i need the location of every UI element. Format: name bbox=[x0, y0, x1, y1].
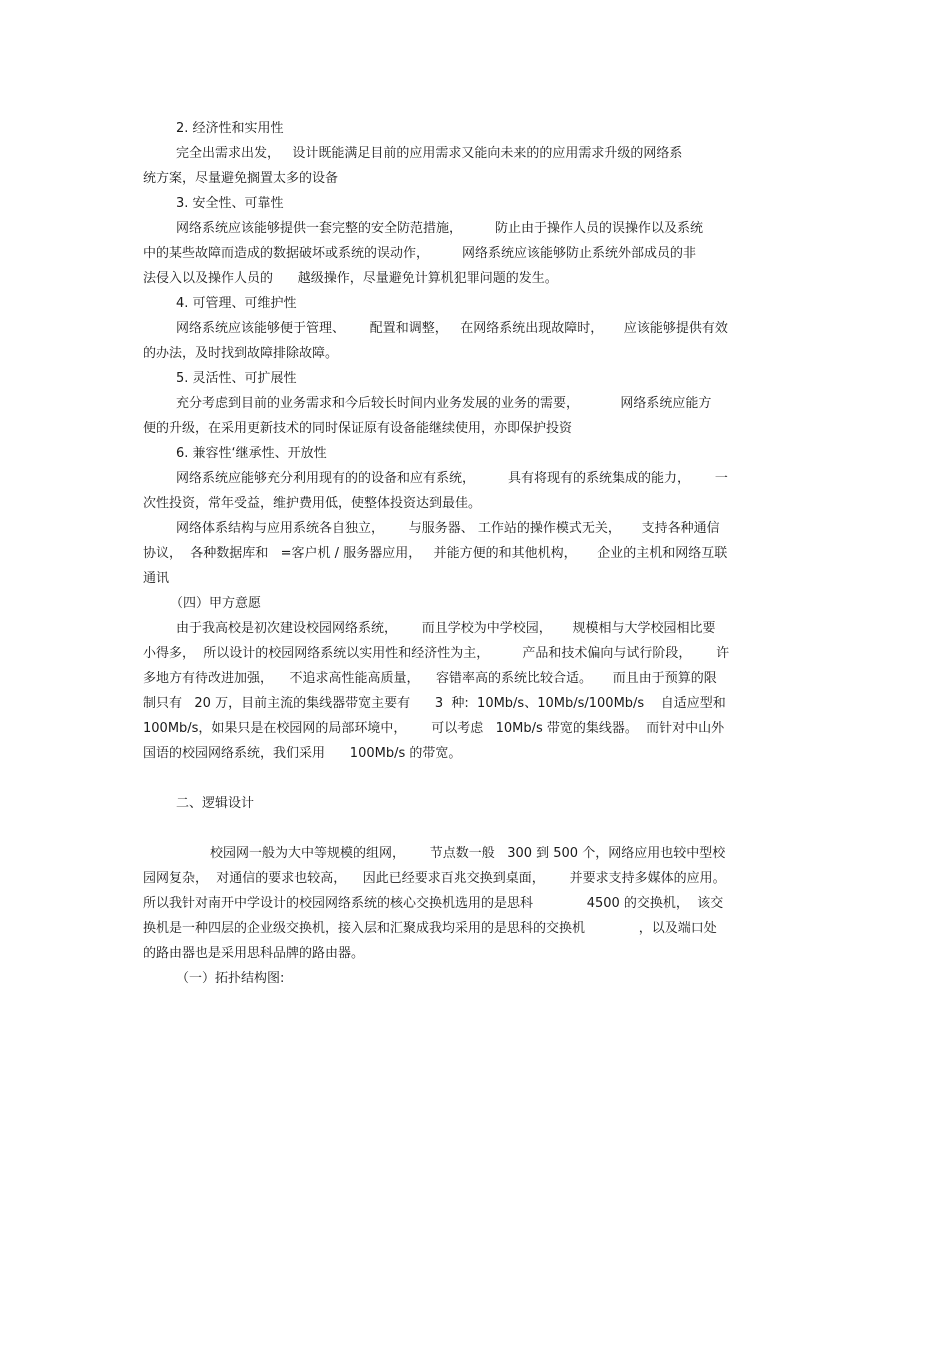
paragraph-line: 网络系统应该能够便于管理、 配置和调整， 在网络系统出现故障时， 应该能够提供有效 bbox=[176, 321, 728, 336]
paragraph-line: 小得多， 所以设计的校园网络系统以实用性和经济性为主， 产品和技术偏向与试行阶段， 许 bbox=[143, 646, 730, 661]
paragraph-line: 100Mb/s，如果只是在校园网的局部环境中， 可以考虑 10Mb/s 带宽的集线器。 而针对中山外 bbox=[143, 721, 725, 736]
paragraph-line: 次性投资，常年受益，维护费用低，使整体投资达到最佳。 bbox=[143, 496, 482, 511]
paragraph-line: 网络系统应该能够提供一套完整的安全防范措施， 防止由于操作人员的误操作以及系统 bbox=[176, 221, 704, 236]
paragraph-line: 充分考虑到目前的业务需求和今后较长时间内业务发展的业务的需要， 网络系统应能方 bbox=[176, 396, 712, 411]
paragraph-line: 园网复杂， 对通信的要求也较高， 因此已经要求百兆交换到桌面， 并要求支持多媒体的应用。 bbox=[143, 871, 726, 886]
paragraph-line: 的路由器也是采用思科品牌的路由器。 bbox=[143, 946, 365, 961]
paragraph-line: 中的某些故障而造成的数据破坏或系统的误动作， 网络系统应该能够防止系统外部成员的非 bbox=[143, 246, 697, 261]
paragraph-line: 网络体系结构与应用系统各自独立， 与服务器、 工作站的操作模式无关， 支持各种通信 bbox=[176, 521, 720, 536]
heading-topology: （一）拓扑结构图: bbox=[176, 971, 285, 986]
paragraph-line: 协议， 各种数据库和 =客户机 / 服务器应用， 并能方便的和其他机构， 企业的主机和网络互联 bbox=[143, 546, 728, 561]
heading-flexibility: 5. 灵活性、可扩展性 bbox=[176, 371, 297, 386]
paragraph-line: 所以我针对南开中学设计的校园网络系统的核心交换机选用的是思科 4500 的交换机， 该交 bbox=[143, 896, 724, 911]
paragraph-line: 便的升级，在采用更新技术的同时保证原有设备能继续使用，亦即保护投资 bbox=[143, 421, 573, 436]
paragraph-line: 由于我高校是初次建设校园网络系统， 而且学校为中学校园， 规模相与大学校园相比要 bbox=[176, 621, 716, 636]
heading-manageability: 4. 可管理、可维护性 bbox=[176, 296, 297, 311]
paragraph-line: 制只有 20 万，目前主流的集线器带宽主要有 3 种: 10Mb/s、10Mb/s/100Mb/s 自适应型和 bbox=[143, 696, 726, 711]
heading-security: 3. 安全性、可靠性 bbox=[176, 196, 284, 211]
paragraph-line: 国语的校园网络系统，我们采用 100Mb/s 的带宽。 bbox=[143, 746, 462, 761]
paragraph-line: 换机是一种四层的企业级交换机，接入层和汇聚成我均采用的是思科的交换机 ，以及端口处 bbox=[143, 921, 717, 936]
paragraph-line: 网络系统应能够充分利用现有的的设备和应有系统， 具有将现有的系统集成的能力， 一 bbox=[176, 471, 728, 486]
section-heading-logical-design: 二、逻辑设计 bbox=[176, 796, 255, 811]
heading-compatibility: 6. 兼容性‘继承性、开放性 bbox=[176, 446, 327, 461]
heading-economy: 2. 经济性和实用性 bbox=[176, 121, 284, 136]
paragraph-line: 统方案，尽量避免搁置太多的设备 bbox=[143, 171, 339, 186]
heading-client-wishes: （四）甲方意愿 bbox=[170, 596, 262, 611]
paragraph-line: 的办法，及时找到故障排除故障。 bbox=[143, 346, 339, 361]
paragraph-line: 通讯 bbox=[143, 571, 170, 586]
paragraph-line: 法侵入以及操作人员的 越级操作，尽量避免计算机犯罪问题的发生。 bbox=[143, 271, 558, 286]
paragraph-line: 校园网一般为大中等规模的组网， 节点数一般 300 到 500 个，网络应用也较中型校 bbox=[210, 846, 726, 861]
paragraph-line: 多地方有待改进加强， 不追求高性能高质量， 容错率高的系统比较合适。 而且由于预算的限 bbox=[143, 671, 717, 686]
paragraph-line: 完全出需求出发， 设计既能满足目前的应用需求又能向未来的的应用需求升级的网络系 bbox=[176, 146, 683, 161]
